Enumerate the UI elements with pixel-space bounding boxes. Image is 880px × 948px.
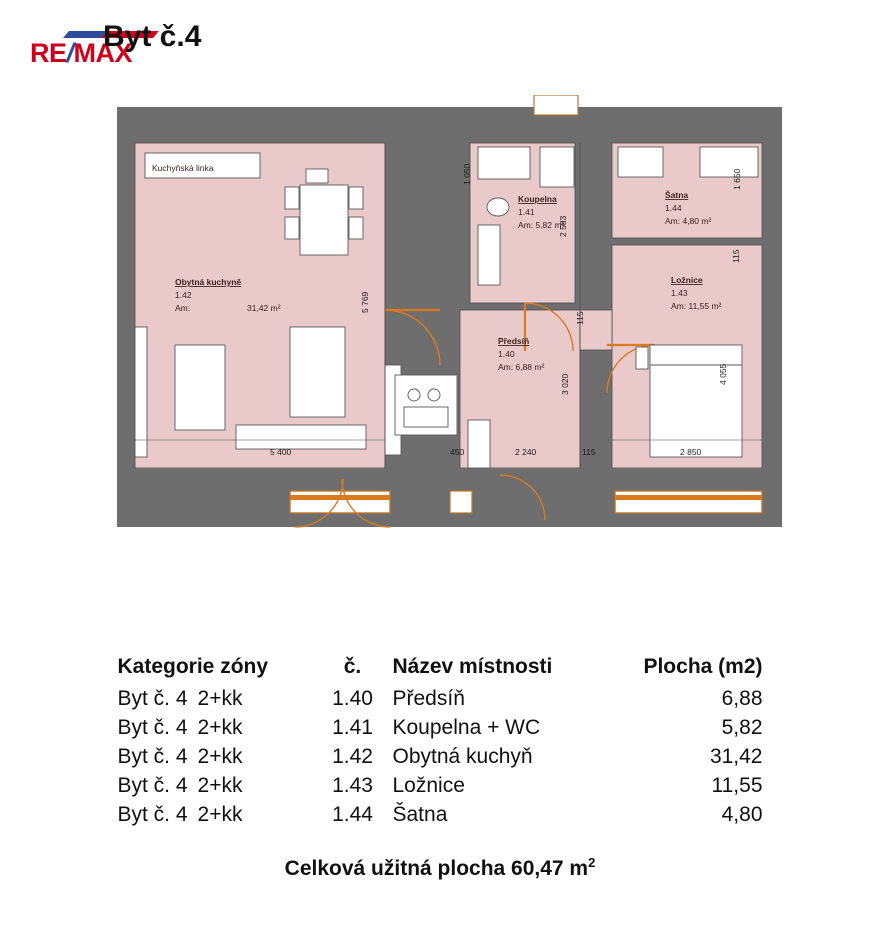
cell-category-text: Byt č. 4 [117, 745, 188, 768]
floor-plan [0, 95, 880, 555]
cell-category [118, 743, 313, 772]
cell-category-kk: 2+kk [197, 716, 243, 739]
cell-area: 31,42 [709, 745, 763, 768]
header-number: č. [343, 655, 362, 678]
cell-name: Obytná kuchyň [392, 745, 533, 768]
cell-area: 11,55 [711, 774, 763, 797]
cell-category-kk: 2+kk [197, 687, 243, 710]
total-area-sup: 2 [588, 855, 596, 870]
svg-text:1.43: 1.43 [671, 288, 688, 298]
svg-text:Am: 4,80 m²: Am: 4,80 m² [665, 216, 712, 226]
total-area [0, 855, 880, 881]
svg-text:Šatna: Šatna [665, 190, 689, 200]
cell-category [118, 685, 313, 714]
svg-text:Koupelna: Koupelna [518, 194, 557, 204]
cell-name: Koupelna + WC [392, 716, 541, 739]
cell-category [118, 772, 313, 801]
table-row [118, 685, 763, 714]
svg-text:1.44: 1.44 [665, 203, 682, 213]
svg-text:31,42 m²: 31,42 m² [247, 303, 281, 313]
svg-text:Am:: Am: [175, 303, 191, 313]
cell-category-text: Byt č. 4 [117, 716, 188, 739]
cell-category-kk: 2+kk [197, 774, 243, 797]
svg-text:1 650: 1 650 [732, 168, 742, 190]
svg-text:Kuchyňská linka: Kuchyňská linka [152, 163, 214, 173]
svg-text:2 240: 2 240 [515, 447, 537, 457]
cell-number: 1.44 [332, 803, 373, 826]
page-title: Byt č.4 [103, 20, 202, 53]
svg-text:1.41: 1.41 [518, 207, 535, 217]
cell-area: 6,88 [721, 687, 763, 710]
svg-text:2 583: 2 583 [558, 215, 568, 237]
total-area-text: Celková užitná plocha 60,47 m [284, 857, 589, 880]
svg-text:2 850: 2 850 [680, 447, 702, 457]
cell-number: 1.42 [332, 745, 373, 768]
cell-area: 5,82 [721, 716, 763, 739]
cell-category-kk: 2+kk [197, 803, 243, 826]
cell-category [118, 801, 313, 830]
cell-category-text: Byt č. 4 [117, 803, 188, 826]
svg-text:1.40: 1.40 [498, 349, 515, 359]
cell-name: Předsíň [392, 687, 465, 710]
cell-category-text: Byt č. 4 [117, 774, 188, 797]
cell-name: Ložnice [392, 774, 465, 797]
table-row [118, 801, 763, 830]
svg-text:115: 115 [731, 249, 741, 263]
svg-text:Am: 11,55 m²: Am: 11,55 m² [671, 301, 722, 311]
cell-area: 4,80 [721, 803, 763, 826]
svg-text:1.42: 1.42 [175, 290, 192, 300]
svg-text:5 769: 5 769 [360, 291, 370, 313]
header-area: Plocha (m2) [643, 655, 763, 678]
svg-text:Ložnice: Ložnice [671, 275, 703, 285]
header-category: Kategorie zóny [117, 655, 269, 678]
cell-category-kk: 2+kk [197, 745, 243, 768]
table-row [118, 714, 763, 743]
table-row [118, 772, 763, 801]
svg-text:5 400: 5 400 [270, 447, 292, 457]
table-header-row [118, 655, 763, 685]
logo-text-max: MAX [73, 38, 133, 68]
table-row [118, 743, 763, 772]
svg-text:Obytná kuchyně: Obytná kuchyně [175, 277, 242, 287]
header-name: Název místnosti [392, 655, 553, 678]
svg-text:115: 115 [575, 311, 585, 325]
logo-text-re: RE [30, 38, 67, 68]
room-legend-table [0, 655, 880, 830]
svg-text:1 050: 1 050 [462, 163, 472, 185]
cell-name: Šatna [392, 803, 448, 826]
svg-text:115: 115 [582, 447, 596, 457]
svg-text:3 020: 3 020 [560, 373, 570, 395]
svg-text:Am: 6,88 m²: Am: 6,88 m² [498, 362, 545, 372]
cell-number: 1.43 [332, 774, 373, 797]
cell-category [118, 714, 313, 743]
logo-slash: / [63, 38, 77, 68]
cell-number: 1.40 [332, 687, 373, 710]
svg-text:4 055: 4 055 [718, 363, 728, 385]
cell-number: 1.41 [332, 716, 373, 739]
svg-text:Am: 5,82 m²: Am: 5,82 m² [518, 220, 565, 230]
cell-category-text: Byt č. 4 [117, 687, 188, 710]
svg-text:450: 450 [450, 447, 465, 457]
svg-text:Předsíň: Předsíň [498, 336, 530, 346]
